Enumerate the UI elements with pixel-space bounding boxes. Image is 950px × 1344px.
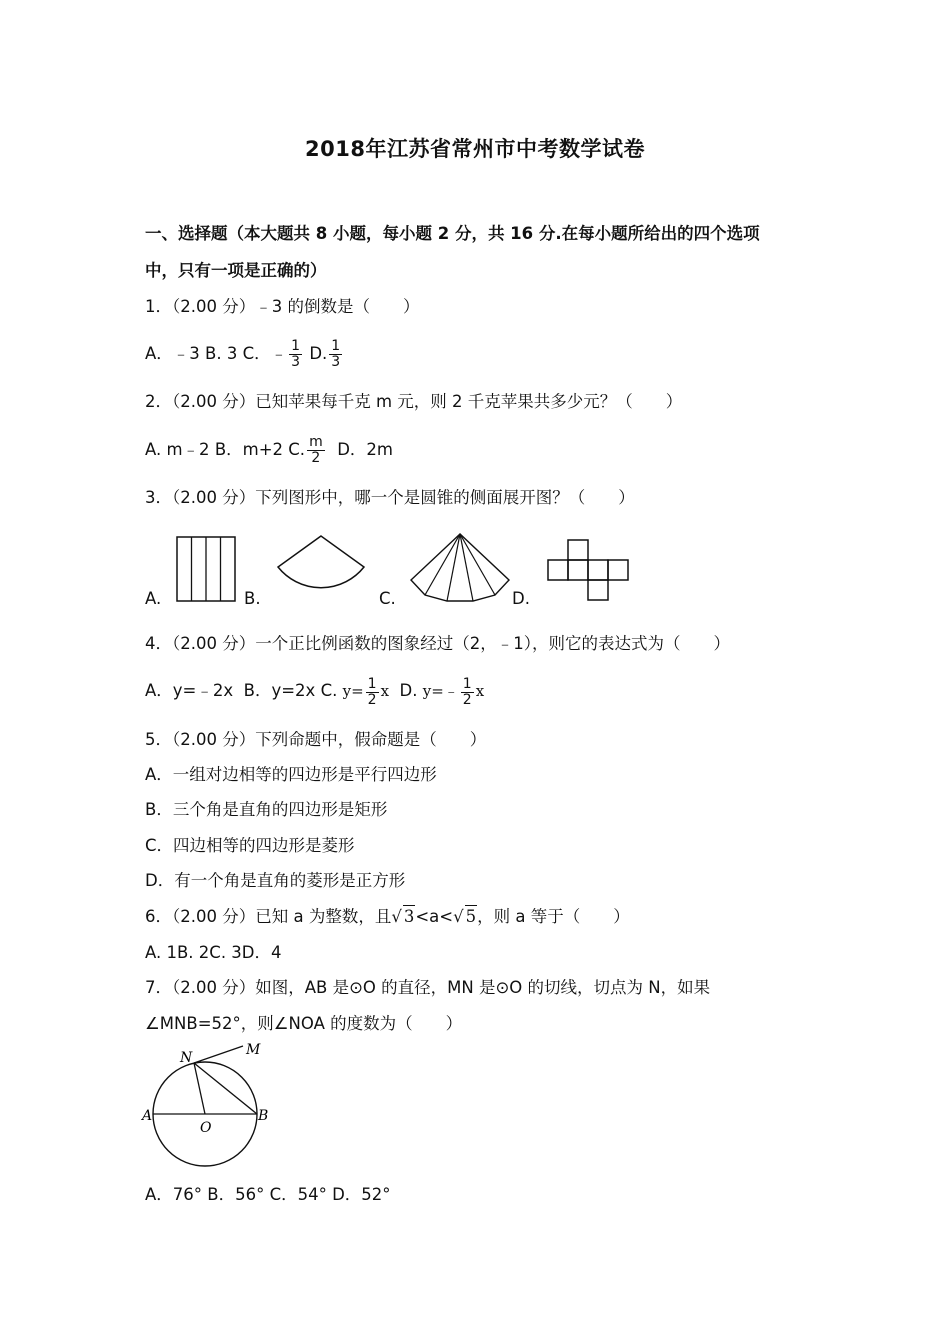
q7-label-b: B xyxy=(258,1108,269,1124)
q2-options xyxy=(145,430,393,470)
q4-option-c: C. xyxy=(320,681,338,700)
q4-expr-c-pre: y= xyxy=(342,682,364,700)
q2-option-b: B．m+2 xyxy=(214,440,284,459)
q1-fraction-d xyxy=(329,339,342,370)
q2-option-a: A. m﹣2 xyxy=(145,440,210,459)
q6-sqrt-5: 5 xyxy=(465,907,477,926)
q1-fraction-c-num: 1 xyxy=(291,338,301,354)
q4-expr-c-frac xyxy=(366,677,379,708)
q7-label-a: A xyxy=(142,1108,153,1124)
q3-figure-b xyxy=(274,535,368,591)
q1-fraction-c-den: 3 xyxy=(291,354,301,370)
section-heading-line1: 一、选择题（本大题共 8 小题，每小题 2 分，共 16 分.在每小题所给出的四个选项 xyxy=(145,224,760,243)
q7-label-o: O xyxy=(200,1120,212,1136)
q1-fraction-d-num: 1 xyxy=(331,338,341,354)
q7-options: A．76° B．56° C．54° D．52° xyxy=(145,1185,391,1204)
q4-expr-c-post: x xyxy=(380,682,390,700)
q4-stem: 4．（2.00 分）一个正比例函数的图象经过（2，﹣1），则它的表达式为（ ） xyxy=(145,634,730,653)
q5-option-c: C．四边相等的四边形是菱形 xyxy=(145,836,355,855)
q7-label-m: M xyxy=(246,1042,261,1058)
q3-label-a: A. xyxy=(145,589,162,608)
q6-stem-post: ，则 a 等于（ ） xyxy=(477,907,630,926)
q6-sqrt-3: 3 xyxy=(403,907,415,926)
q6-stem: 6．（2.00 分）已知 a 为整数，且√ 3<a<√ 5，则 a 等于（ ） xyxy=(145,907,630,926)
q3-label-c: C. xyxy=(379,589,396,608)
q1-fraction-d-den: 3 xyxy=(331,354,341,370)
q4-options xyxy=(145,671,484,711)
q2-fraction-c-den: 2 xyxy=(311,450,321,466)
q4-expr-d-post: x xyxy=(475,682,485,700)
q6-stem-pre: 6．（2.00 分）已知 a 为整数，且 xyxy=(145,907,392,926)
q2-fraction-c xyxy=(307,435,325,466)
q1-option-b: B. 3 xyxy=(205,344,238,363)
q2-option-d: D．2m xyxy=(337,440,393,459)
q7-label-n: N xyxy=(180,1050,193,1066)
q2-fraction-c-num: m xyxy=(309,434,323,450)
q7-stem-line1: 7．（2.00 分）如图，AB 是⊙O 的直径，MN 是⊙O 的切线，切点为 N，如果 xyxy=(145,978,711,997)
q5-option-a: A．一组对边相等的四边形是平行四边形 xyxy=(145,765,437,784)
q7-tangent-mn xyxy=(194,1046,243,1063)
q1-stem: 1．（2.00 分）﹣3 的倒数是（ ） xyxy=(145,297,420,316)
q3-figure-a xyxy=(176,536,236,602)
q4-expr-c-den: 2 xyxy=(367,691,377,708)
q3-label-b: B. xyxy=(244,589,261,608)
q1-option-a: A．﹣3 xyxy=(145,344,200,363)
q4-expr-d-frac xyxy=(461,677,474,708)
q4-expr-c-num: 1 xyxy=(367,675,377,692)
q4-expr-d-pre: y=﹣ xyxy=(422,682,459,700)
q6-inequality: <a< xyxy=(415,907,454,926)
q3-stem: 3．（2.00 分）下列图形中，哪一个是圆锥的侧面展开图？（ ） xyxy=(145,488,635,507)
q4-option-b: B．y=2x xyxy=(243,681,316,700)
q4-expr-d-num: 1 xyxy=(462,675,472,692)
q4-option-d: D. xyxy=(399,681,418,700)
page-title: 2018年江苏省常州市中考数学试卷 xyxy=(305,137,645,161)
q7-stem-line2: ∠MNB=52°，则∠NOA 的度数为（ ） xyxy=(145,1014,463,1033)
q6-options: A. 1B. 2C. 3D．4 xyxy=(145,943,282,962)
q4-expr-d xyxy=(422,675,485,708)
q2-stem: 2．（2.00 分）已知苹果每千克 m 元，则 2 千克苹果共多少元？（ ） xyxy=(145,392,683,411)
q1-fraction-c xyxy=(289,339,302,370)
q5-option-d: D．有一个角是直角的菱形是正方形 xyxy=(145,871,406,890)
q5-option-b: B．三个角是直角的四边形是矩形 xyxy=(145,800,388,819)
q5-stem: 5．（2.00 分）下列命题中，假命题是（ ） xyxy=(145,730,487,749)
q4-expr-c xyxy=(342,675,390,708)
section-heading-line2: 中，只有一项是正确的） xyxy=(145,261,327,280)
q2-option-c: C. xyxy=(288,440,306,459)
q1-options xyxy=(145,334,344,374)
q1-option-d: D. xyxy=(309,344,328,363)
q3-figure-c xyxy=(408,533,512,603)
q3-figure-d xyxy=(547,539,632,603)
q1-option-c: C．﹣ xyxy=(242,344,288,363)
q3-label-d: D. xyxy=(512,589,530,608)
q4-option-a: A．y=﹣2x xyxy=(145,681,234,700)
q4-expr-d-den: 2 xyxy=(462,691,472,708)
q7-circle-figure xyxy=(140,1042,275,1170)
